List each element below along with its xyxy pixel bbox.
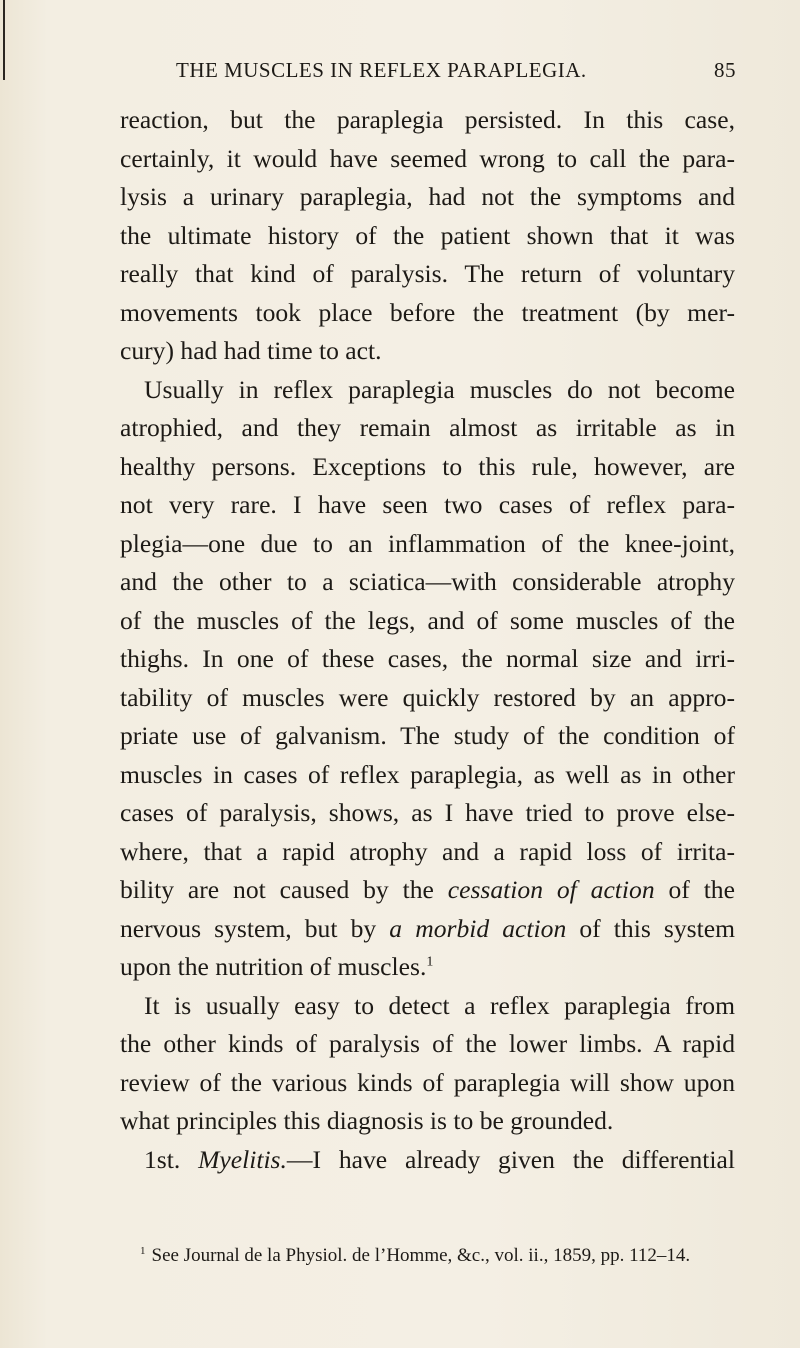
text-line: certainly, it would have seemed wrong to call the para- <box>120 143 735 173</box>
text-run: —I have already given the differential <box>286 1144 735 1174</box>
footnote-reference: 1 <box>426 954 434 970</box>
text-line: muscles in cases of reflex paraplegia, as well as in other <box>120 759 735 789</box>
text-line: thighs. In one of these cases, the normal size and irri- <box>120 644 735 673</box>
text-line <box>120 871 735 910</box>
text-line: the other kinds of paralysis of the lower limbs. A rapid <box>120 1029 735 1058</box>
text-line: really that kind of paralysis. The return of voluntary <box>120 259 735 288</box>
text-line: Usually in reflex paraplegia muscles do not become <box>144 374 735 404</box>
text-line: cases of paralysis, shows, as I have tried to prove else- <box>120 798 735 827</box>
footnote <box>140 1245 740 1267</box>
text-line: priate use of galvanism. The study of the condition of <box>120 721 735 750</box>
section-number: 1st. <box>144 1144 181 1174</box>
text-line: of the muscles of the legs, and of some muscles of the <box>120 605 735 635</box>
page-edge-line <box>3 0 5 80</box>
text-line: movements took place before the treatment (by mer- <box>120 297 735 327</box>
footnote-marker: 1 <box>140 1244 146 1257</box>
text-line <box>120 1141 735 1180</box>
text-line: tability of muscles were quickly restored by an appro- <box>120 682 735 712</box>
text-line: the ultimate history of the patient shown that it was <box>120 220 735 250</box>
text-run: of this system <box>579 913 735 943</box>
italic-phrase: cessation of action <box>447 875 655 904</box>
text-run: nervous system, but by <box>120 913 377 943</box>
text-line: healthy persons. Exceptions to this rule, however, are <box>120 451 735 481</box>
text-line <box>120 910 735 949</box>
text-line: where, that a rapid atrophy and a rapid loss of irrita- <box>120 836 735 866</box>
text-line: atrophied, and they remain almost as irritable as in <box>120 413 735 442</box>
text-line: what principles this diagnosis is to be grounded. <box>120 1106 614 1135</box>
text-line: plegia—one due to an inflammation of the knee-joint, <box>120 528 735 558</box>
text-line <box>120 948 735 987</box>
text-run: of the <box>668 875 735 904</box>
text-line: lysis a urinary paraplegia, had not the symptoms and <box>120 182 735 211</box>
page-header <box>176 58 736 88</box>
text-line: review of the various kinds of paraplegia will show upon <box>120 1067 735 1097</box>
section-title: Myelitis. <box>198 1144 287 1174</box>
text-run: upon the nutrition of muscles. <box>120 952 427 981</box>
text-line: and the other to a sciatica—with considerable atrophy <box>120 567 735 596</box>
text-line: reaction, but the paraplegia persisted. In this case, <box>120 105 735 134</box>
italic-phrase: a morbid action <box>389 913 567 943</box>
page-number: 85 <box>714 58 736 82</box>
text-line: cury) had had time to act. <box>120 336 382 365</box>
text-run: bility are not caused by the <box>120 875 434 904</box>
footnote-text: See Journal de la Physiol. de l’Homme, &c., vol. ii., 1859, pp. 112–14. <box>151 1245 691 1266</box>
body-text <box>120 101 735 1179</box>
running-head: THE MUSCLES IN REFLEX PARAPLEGIA. <box>176 58 587 82</box>
text-line: not very rare. I have seen two cases of reflex para- <box>120 490 735 519</box>
text-line: It is usually easy to detect a reflex paraplegia from <box>144 990 735 1020</box>
